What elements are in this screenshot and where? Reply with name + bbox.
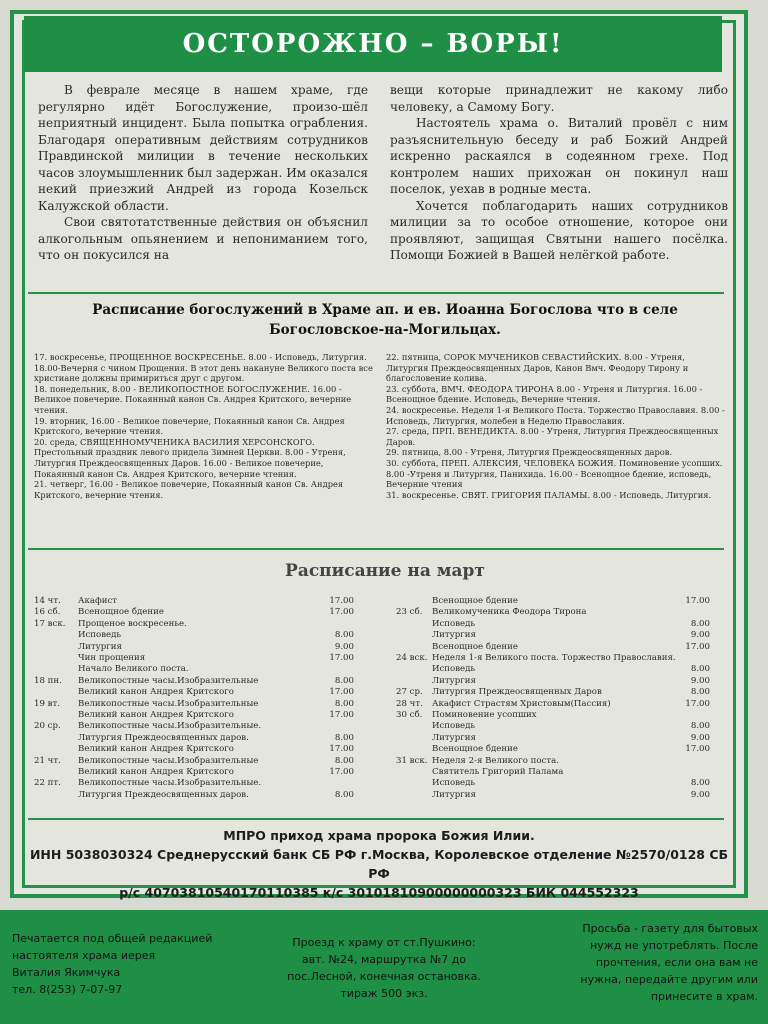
row-service: Великий канон Андрея Критского (78, 687, 234, 698)
schedule-entry: 23. суббота, ВМЧ. ФЕОДОРА ТИРОНА 8.00 - Утреня и Литургия. 16.00 - Всенощное бдение. Исповедь, Вечерние чтения. (386, 383, 703, 405)
row-service: Поминовение усопших (432, 710, 537, 720)
row-time: 17.00 (329, 653, 354, 663)
footer-line: тел. 8(253) 7-07-97 (12, 983, 123, 996)
row-time: 8.00 (334, 755, 354, 766)
row-service: Чин прощения (78, 653, 146, 663)
row-time: 8.00 (334, 698, 354, 709)
row-time: 8.00 (334, 732, 354, 743)
footer-line: Виталия Якимчука (12, 966, 121, 979)
row-service: Литургия (432, 630, 476, 641)
parish-name: МПРО приход храма пророка Божия Илии. (223, 828, 535, 843)
row-service: Всенощное бдение (432, 744, 518, 755)
row-service: Литургия Преждеосвященных Даров (432, 687, 602, 698)
article (38, 82, 728, 290)
footer-line: настоятеля храма иерея (12, 949, 156, 962)
schedule-entry: 18. понедельник, 8.00 - ВЕЛИКОПОСТНОЕ БОГОСЛУЖЕНИЕ. 16.00 - Великое повечерие. Покаянный канон Св. Андрея Критского, вечерние чтения. (34, 383, 352, 415)
article-paragraph: Свои святотатственные действия он объяснил алкогольным опьянением и непониманием того, что он покусился на (38, 215, 368, 262)
row-time: 17.00 (329, 607, 354, 618)
row-service: Прощеное воскресенье. (78, 618, 187, 629)
footer-line: Просьба - газету для бытовых (582, 922, 758, 935)
row-day: 20 ср. (34, 721, 61, 732)
row-service: Исповедь (432, 721, 476, 732)
schedule-title: Расписание богослужений в Храме ап. и ев. Иоанна Богослова что в селе Богословское-на-Могильцах. (92, 302, 678, 338)
row-day: 16 сб. (34, 607, 61, 618)
row-service: Исповедь (432, 664, 476, 675)
row-service: Всенощное бдение (432, 641, 518, 652)
row-service: Всенощное бдение (432, 596, 518, 606)
footer (0, 910, 768, 1024)
row-service: Исповедь (78, 630, 122, 641)
footer-directions (268, 934, 500, 1002)
footer-request (540, 920, 758, 1005)
row-time: 17.00 (329, 596, 354, 606)
row-time: 17.00 (329, 744, 354, 755)
row-time: 9.00 (690, 732, 710, 743)
row-service: Исповедь (432, 778, 476, 789)
row-service: Великомученика Феодора Тирона (432, 607, 587, 618)
schedule-entry: 21. четверг, 16.00 - Великое повечерие, Покаянный канон Св. Андрея Критского, вечерние чтения. (34, 479, 344, 500)
row-time: 9.00 (690, 630, 710, 641)
divider (28, 818, 724, 820)
article-paragraph: В феврале месяце в нашем храме, где регулярно идёт Богослужение, произо-шёл неприятный инцидент. Была попытка ограбления. Благодаря оперативным действиям сотрудников Правдинской милиции в течение нескольких часов злоумышленник был задержан. Им оказался некий приезжий Андрей из города Козельск Калужской области. (38, 83, 368, 213)
row-time: 17.00 (329, 710, 354, 720)
row-time: 17.00 (329, 687, 354, 698)
row-day: 18 пн. (34, 675, 62, 686)
row-day: 30 сб. (396, 710, 423, 720)
article-right-column (390, 82, 728, 264)
row-service: Литургия (78, 641, 122, 652)
row-day: 31 вск. (396, 755, 428, 766)
parish-bank-details (20, 826, 738, 902)
footer-line: нужна, передайте другим или (580, 973, 758, 986)
row-time: 9.00 (690, 675, 710, 686)
row-service: Великопостные часы.Изобразительные. (78, 721, 262, 732)
row-day: 22 пт. (34, 778, 61, 789)
footer-line: нужд не употреблять. После (590, 939, 758, 952)
row-time: 8.00 (690, 721, 710, 732)
schedule-entry: 20. среда, СВЯЩЕННОМУЧЕНИКА ВАСИЛИЯ ХЕРСОНСКОГО. Престольный праздник левого придела Зимней Церкви. 8.00 - Утреня, Литургия Преждеосвященных Даров. 16.00 - Великое повечерие, Покаянный канон Св. Андрея Критского, вечерние чтения. (34, 436, 346, 479)
row-service: Святитель Григорий Палама (432, 767, 564, 777)
article-paragraph: Хочется поблагодарить наших сотрудников милиции за то особое отношение, которое они проявляют, защищая Святыни нашего посёлка. Помощи Божией в Вашей нелёгкой работе. (390, 198, 728, 262)
row-service: Всенощное бдение (78, 607, 164, 618)
row-time: 9.00 (690, 789, 710, 800)
row-service: Литургия (432, 732, 476, 743)
footer-line: Проезд к храму от ст.Пушкино: (292, 936, 476, 949)
row-time: 8.00 (690, 687, 710, 698)
schedule-entry: 17. воскресенье, ПРОЩЕННОЕ ВОСКРЕСЕНЬЕ. 8.00 - Исповедь, Литургия. 18.00-Вечерня с чином Прощения. В этот день накануне Великого поста все христиане должны примириться друг с другом. (34, 352, 373, 384)
schedule-entry: 24. воскресенье. Неделя 1-я Великого Поста. Торжество Православия. 8.00 - Исповедь, Литургия, молебен в Неделю Православия. (386, 404, 725, 426)
row-day: 24 вск. (396, 653, 428, 663)
row-time: 8.00 (334, 789, 354, 800)
row-service: Великопостные часы.Изобразительные (78, 755, 259, 766)
schedule-entry: 27. среда, ПРП. ВЕНЕДИКТА. 8.00 - Утреня, Литургия Преждеосвященных Даров. (386, 426, 719, 447)
row-service: Акафист (78, 596, 118, 606)
row-day: 14 чт. (34, 596, 61, 606)
row-service: Литургия (432, 675, 476, 686)
schedule-right-column (386, 352, 726, 500)
schedule-entry: 19. вторник, 16.00 - Великое повечерие, Покаянный канон Св. Андрея Критского, вечерние чтения. (34, 415, 345, 437)
footer-line: прочтения, если она вам не (595, 956, 758, 969)
row-time: 17.00 (685, 641, 710, 652)
footer-line: авт. №24, маршрутка №7 до (301, 953, 467, 966)
row-service: Исповедь (432, 618, 476, 629)
schedule-left-column (34, 352, 374, 500)
row-time: 9.00 (334, 641, 354, 652)
footer-line: пос.Лесной, конечная остановка. (287, 970, 481, 983)
row-time: 8.00 (690, 618, 710, 629)
row-service: Великопостные часы.Изобразительные. (78, 778, 262, 789)
row-day: 28 чт. (396, 698, 423, 709)
march-schedule-title: Расписание на март (285, 561, 485, 581)
article-left-column (38, 82, 368, 264)
row-time: 17.00 (329, 767, 354, 777)
row-service: Великий канон Андрея Критского (78, 744, 234, 755)
row-time: 8.00 (690, 778, 710, 789)
row-service: Великий канон Андрея Критского (78, 767, 234, 777)
row-service: Литургия (432, 789, 476, 800)
footer-line: Печатается под общей редакцией (12, 932, 213, 945)
headline: ОСТОРОЖНО – ВОРЫ! (24, 16, 722, 72)
row-service: Литургия Преждеосвященных даров. (78, 789, 249, 800)
row-day: 17 вск. (34, 618, 66, 629)
footer-line: принесите в храм. (650, 990, 758, 1003)
divider (28, 548, 724, 550)
bank-details: ИНН 5038030324 Среднерусский банк СБ РФ г.Москва, Королевское отделение №2570/0128 СБ РФ (29, 847, 729, 881)
schedule (34, 352, 734, 542)
article-paragraph: Настоятель храма о. Виталий провёл с ним разъяснительную беседу и раб Божий Андрей искренно раскаялся в содеянном грехе. Под контролем наших прихожан он покинул наш поселок, уехав в родные места. (390, 116, 728, 196)
schedule-entry: 22. пятница, СОРОК МУЧЕНИКОВ СЕВАСТИЙСКИХ. 8.00 - Утреня, Литургия Преждеосвященных Даров, Канон Вмч. Феодору Тирону и благословение колива. (386, 352, 689, 384)
row-service: Неделя 2-я Великого поста. (432, 755, 559, 766)
row-day: 19 вт. (34, 698, 60, 709)
row-service: Литургия Преждеосвященных даров. (78, 732, 249, 743)
row-time: 17.00 (685, 744, 710, 755)
divider (28, 292, 724, 294)
row-time: 8.00 (334, 675, 354, 686)
row-time: 8.00 (690, 664, 710, 675)
footer-editorial (12, 930, 252, 998)
row-time: 8.00 (334, 630, 354, 641)
schedule-entry: 31. воскресенье. СВЯТ. ГРИГОРИЯ ПАЛАМЫ. 8.00 - Исповедь, Литургия. (386, 489, 712, 500)
row-service: Великий канон Андрея Критского (78, 710, 234, 720)
schedule-entry: 30. суббота, ПРЕП. АЛЕКСИЯ, ЧЕЛОВЕКА БОЖИЯ. Поминовение усопших. 8.00 -Утреня и Литургия, Панихида. 16.00 - Всенощное бдение, исповедь, Вечерние чтения (386, 457, 723, 490)
row-service: Начало Великого поста. (78, 664, 189, 675)
row-service: Великопостные часы.Изобразительные (78, 675, 259, 686)
row-service: Неделя 1-я Великого поста. Торжество Православия. (432, 653, 676, 663)
row-day: 27 ср. (396, 687, 423, 698)
footer-line: тираж 500 экз. (340, 987, 428, 1000)
schedule-entry: 29. пятница, 8.00 - Утреня, Литургия Преждеосвященных даров. (386, 447, 673, 458)
row-day: 21 чт. (34, 755, 61, 766)
row-service: Великопостные часы.Изобразительные (78, 698, 259, 709)
row-service: Акафист Страстям Христовым(Пассия) (432, 698, 611, 709)
account-details: р/с 40703810540170110385 к/с 30101810900000000323 БИК 044552323 (119, 885, 639, 900)
row-day: 23 сб. (396, 607, 423, 618)
row-time: 17.00 (685, 596, 710, 606)
row-time: 17.00 (685, 698, 710, 709)
article-paragraph: вещи которые принадлежит не какому либо человеку, а Самому Богу. (390, 83, 728, 114)
